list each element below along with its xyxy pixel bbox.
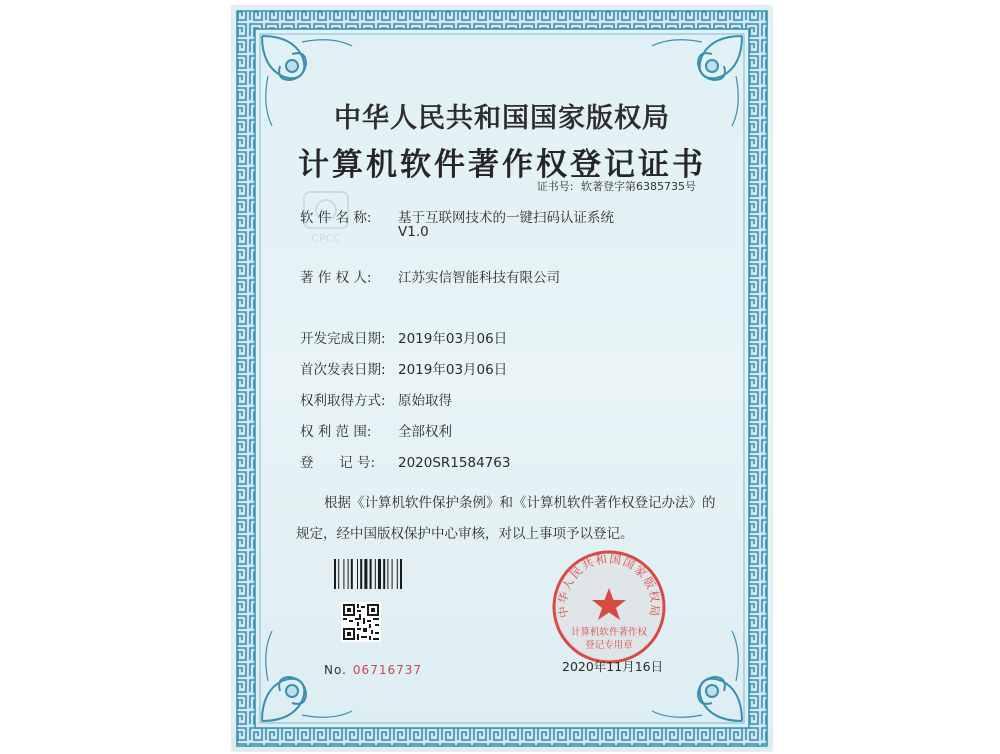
barcode-bar bbox=[348, 559, 349, 589]
barcode-bar bbox=[387, 559, 388, 589]
barcode-bar bbox=[392, 559, 393, 589]
barcode-image bbox=[334, 559, 416, 589]
field-row-publish-date bbox=[300, 358, 507, 378]
field-label: 软 件 名 称: bbox=[300, 210, 372, 226]
barcode-bar bbox=[397, 559, 398, 589]
seal-line-1: 计算机软件著作权 bbox=[570, 627, 648, 638]
paragraph-line-1: 根据《计算机软件保护条例》和《计算机软件著作权登记办法》的 bbox=[324, 495, 716, 511]
official-seal bbox=[550, 548, 668, 666]
field-label: 首次发表日期: bbox=[300, 362, 386, 378]
field-row-registration bbox=[300, 451, 510, 471]
field-label: 开发完成日期: bbox=[300, 331, 386, 347]
field-label: 权 利 范 围: bbox=[300, 424, 372, 440]
legal-paragraph bbox=[296, 488, 716, 550]
certificate-number-label: 证书号: bbox=[536, 180, 574, 193]
barcode-bar bbox=[357, 559, 358, 589]
serial-value: 06716737 bbox=[352, 663, 422, 677]
seal-arc-text: 中华人民共和国国家版权局 bbox=[555, 551, 663, 619]
certificate-number-value: 软著登字第6385735号 bbox=[581, 180, 696, 193]
barcode-bar bbox=[364, 559, 367, 589]
field-row-acquisition bbox=[300, 389, 452, 409]
barcode-bar bbox=[351, 559, 353, 589]
field-row-scope bbox=[300, 420, 452, 440]
barcode-bar bbox=[360, 559, 362, 589]
barcode-bar bbox=[370, 559, 372, 589]
barcode-bar bbox=[378, 559, 381, 589]
field-value: 江苏实信智能科技有限公司 bbox=[398, 270, 560, 286]
paragraph-line-2: 规定，经中国版权保护中心审核，对以上事项予以登记。 bbox=[296, 526, 634, 542]
barcode-bar bbox=[338, 559, 339, 589]
field-value: 基于互联网技术的一键扫码认证系统 bbox=[398, 210, 614, 226]
field-row-dev-date bbox=[300, 327, 507, 347]
field-value: 全部权利 bbox=[398, 424, 452, 440]
certificate bbox=[232, 6, 772, 751]
field-value-version: V1.0 bbox=[398, 224, 429, 240]
issuer-title: 中华人民共和国国家版权局 bbox=[334, 103, 670, 134]
field-row-owner bbox=[300, 266, 560, 286]
field-value: 2019年03月06日 bbox=[398, 362, 508, 378]
field-value: 原始取得 bbox=[398, 393, 452, 409]
serial-number bbox=[324, 663, 422, 677]
field-value: 2020SR1584763 bbox=[398, 455, 511, 471]
field-value: 2019年03月06日 bbox=[398, 331, 508, 347]
barcode-bar bbox=[383, 559, 385, 589]
serial-label: No. bbox=[324, 663, 347, 677]
qr-code-image bbox=[341, 602, 381, 642]
barcode-bar bbox=[400, 559, 402, 589]
issue-date: 2020年11月16日 bbox=[562, 659, 664, 674]
barcode-bar bbox=[375, 559, 376, 589]
barcode-bar bbox=[334, 559, 336, 589]
certificate-title: 计算机软件著作权登记证书 bbox=[298, 147, 706, 183]
field-label: 著 作 权 人: bbox=[300, 270, 372, 286]
barcode-bar bbox=[343, 559, 344, 589]
field-label: 登 记 号: bbox=[300, 455, 376, 471]
certificate-number bbox=[533, 178, 696, 194]
seal-line-2: 登记专用章 bbox=[585, 640, 633, 651]
field-label: 权利取得方式: bbox=[300, 393, 386, 409]
watermark-text: CPCC bbox=[311, 232, 341, 245]
